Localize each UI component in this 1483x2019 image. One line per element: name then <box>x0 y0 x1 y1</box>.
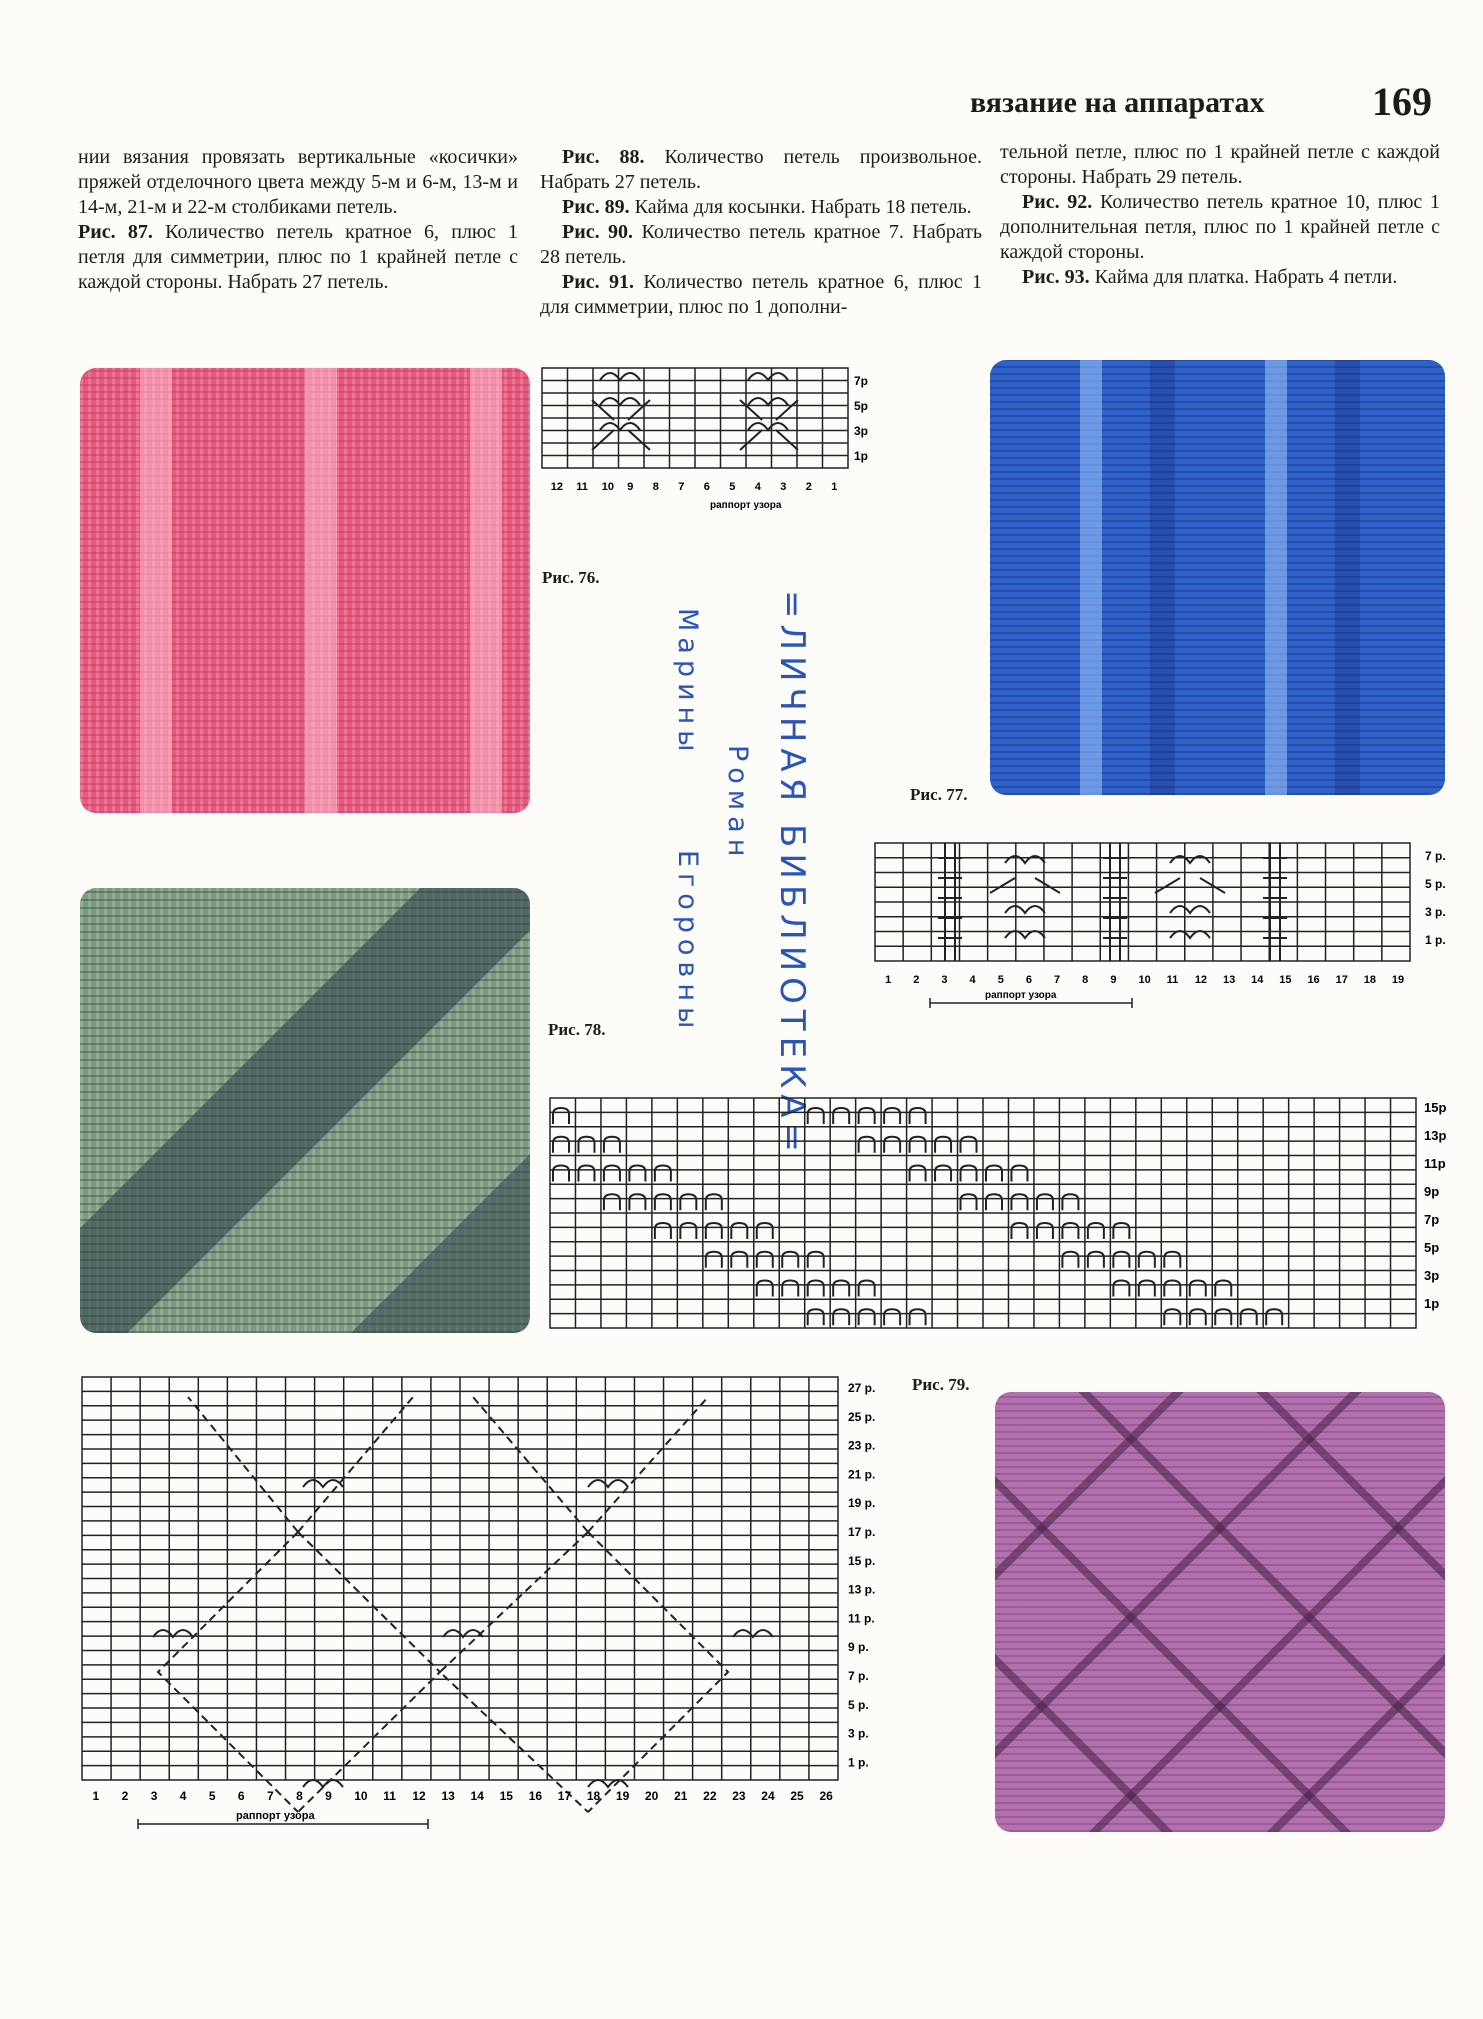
column-number-label: 26 <box>819 1789 833 1803</box>
slip-stitch-symbol <box>1113 1281 1129 1297</box>
blue-knit-swatch <box>990 360 1445 795</box>
column-number-label: 11 <box>1166 974 1179 986</box>
slip-stitch-symbol <box>986 1194 1002 1210</box>
column-number-label: 1 <box>831 481 838 493</box>
column-number-label: 18 <box>586 1789 601 1803</box>
caption-fig79: Рис. 79. <box>912 1375 970 1394</box>
column-number-label: 13 <box>441 1789 455 1803</box>
slip-stitch-symbol <box>1113 1223 1129 1239</box>
slip-stitch-symbol <box>833 1108 849 1124</box>
column-number-label: 6 <box>703 481 710 493</box>
slip-stitch-symbol <box>629 1166 645 1182</box>
paragraph-fig87 <box>78 220 518 295</box>
column-number-label: 7 <box>1054 974 1061 986</box>
column-number-label: 11 <box>383 1789 396 1803</box>
paragraph-fig89 <box>540 195 982 220</box>
library-stamp-line1: =ЛИЧНАЯ БИБЛИОТЕКА= <box>772 590 812 1159</box>
chart79-row-label: 9 р. <box>848 1640 869 1655</box>
slip-stitch-symbol <box>553 1108 569 1124</box>
column-number-label: 15 <box>499 1789 513 1803</box>
paragraph-text: Количество петель кратное 6, плюс 1 петля для симметрии, плюс по 1 крайней петле с каждой стороны. Набрать 27 петель. <box>78 221 519 293</box>
slip-stitch-symbol <box>731 1252 747 1268</box>
figure-label: Рис. 87. <box>78 221 153 243</box>
text-column-1 <box>78 145 518 295</box>
chart78-row-label: 5р <box>1424 1240 1440 1255</box>
column-number-label: 19 <box>615 1789 630 1803</box>
slip-stitch-symbol <box>731 1223 747 1239</box>
slip-stitch-symbol <box>986 1166 1002 1182</box>
column-number-label: 22 <box>703 1789 717 1803</box>
slip-stitch-symbol <box>1062 1252 1078 1268</box>
paragraph-fig93 <box>1000 265 1440 290</box>
figure-label: Рис. 90. <box>562 221 634 243</box>
column-number-label: 6 <box>237 1789 245 1803</box>
slip-stitch-symbol <box>706 1194 722 1210</box>
slip-stitch-symbol <box>961 1194 977 1210</box>
slip-stitch-symbol <box>1088 1252 1104 1268</box>
chart77-row-label: 7 р. <box>1425 849 1446 863</box>
pink-knit-swatch <box>80 368 530 813</box>
slip-stitch-symbol <box>1215 1281 1231 1297</box>
slip-stitch-symbol <box>910 1166 926 1182</box>
chart79-repeat-label: раппорт узора <box>236 1810 315 1822</box>
slip-stitch-symbol <box>808 1252 824 1268</box>
chart79-row-label: 21 р. <box>848 1467 876 1482</box>
slip-stitch-symbol <box>553 1137 569 1153</box>
chart78-row-label: 7р <box>1424 1212 1440 1227</box>
chart79-row-label: 25 р. <box>848 1409 876 1424</box>
slip-stitch-symbol <box>859 1281 875 1297</box>
chart79-row-label: 5 р. <box>848 1697 869 1712</box>
column-number-label: 2 <box>913 974 920 986</box>
column-number-label: 5 <box>729 481 736 493</box>
chart79-row-label: 19 р. <box>848 1496 876 1511</box>
caption-fig76: Рис. 76. <box>542 568 600 587</box>
column-number-label: 17 <box>557 1789 572 1803</box>
paragraph: нии вязания провязать вертикальные «косички» пряжей отделочного цвета между 5-м и 6-м, 13-м и 14-м, 21-м и 22-м столбиками петель. <box>78 146 518 218</box>
chart78-row-label: 13р <box>1424 1128 1447 1143</box>
text-column-2 <box>540 145 982 320</box>
slip-stitch-symbol <box>1062 1194 1078 1210</box>
chart77-row-label: 5 р. <box>1425 877 1446 891</box>
slip-stitch-symbol <box>961 1166 977 1182</box>
slip-stitch-symbol <box>808 1108 824 1124</box>
text-column-3 <box>1000 140 1440 290</box>
slip-stitch-symbol <box>578 1137 594 1153</box>
chart76-row-label: 5р <box>854 399 869 413</box>
slip-stitch-symbol <box>655 1223 671 1239</box>
chart76-repeat-label: раппорт узора <box>710 500 782 511</box>
chart78-row-label: 9р <box>1424 1184 1440 1199</box>
paragraph-text: Количество петель произвольное. Набрать 27 петель. <box>540 146 982 193</box>
column-number-label: 24 <box>761 1789 775 1803</box>
column-number-label: 12 <box>550 481 563 493</box>
chart79-row-label: 17 р. <box>848 1525 876 1539</box>
slip-stitch-symbol <box>935 1137 951 1153</box>
slip-stitch-symbol <box>1139 1252 1155 1268</box>
slip-stitch-symbol <box>1037 1223 1053 1239</box>
column-number-label: 9 <box>627 481 634 493</box>
knitting-chart-fig79 <box>78 1372 898 1842</box>
column-number-label: 9 <box>1110 974 1117 986</box>
knitting-chart-fig76 <box>540 360 920 520</box>
library-stamp-line3: Марины <box>672 608 703 758</box>
column-number-label: 17 <box>1335 974 1348 986</box>
caption-fig77: Рис. 77. <box>910 785 968 804</box>
column-number-label: 21 <box>674 1789 688 1803</box>
slip-stitch-symbol <box>757 1223 773 1239</box>
slip-stitch-symbol <box>604 1166 620 1182</box>
slip-stitch-symbol <box>757 1252 773 1268</box>
slip-stitch-symbol <box>884 1137 900 1153</box>
paragraph-fig91 <box>540 270 982 320</box>
chart77-row-label: 1 р. <box>1425 933 1446 947</box>
figure-label: Рис. 89. <box>562 196 630 218</box>
chart79-symbols <box>158 1397 728 1812</box>
slip-stitch-symbol <box>1164 1309 1180 1325</box>
slip-stitch-symbol <box>833 1281 849 1297</box>
slip-stitch-symbol <box>1088 1223 1104 1239</box>
slip-stitch-symbol <box>1011 1166 1027 1182</box>
slip-stitch-symbol <box>833 1309 849 1325</box>
page-number: 169 <box>1372 79 1432 124</box>
column-number-label: 12 <box>1194 974 1208 986</box>
column-number-label: 10 <box>354 1789 368 1803</box>
column-number-label: 18 <box>1363 974 1377 986</box>
slip-stitch-symbol <box>680 1194 696 1210</box>
slip-stitch-symbol <box>629 1194 645 1210</box>
slip-stitch-symbol <box>1037 1194 1053 1210</box>
slip-stitch-symbol <box>1266 1309 1282 1325</box>
slip-stitch-symbol <box>1113 1252 1129 1268</box>
paragraph-text: Кайма для косынки. Набрать 18 петель. <box>629 196 972 218</box>
slip-stitch-symbol <box>1164 1252 1180 1268</box>
slip-stitch-symbol <box>859 1309 875 1325</box>
library-stamp-line4: Егоровны <box>672 850 703 1035</box>
column-number-label: 25 <box>790 1789 804 1803</box>
chart76-row-label: 3р <box>854 424 869 438</box>
slip-stitch-symbol <box>1190 1309 1206 1325</box>
slip-stitch-symbol <box>604 1137 620 1153</box>
caption-fig78: Рис. 78. <box>548 1020 606 1039</box>
column-number-label: 14 <box>470 1789 484 1803</box>
slip-stitch-symbol <box>1011 1223 1027 1239</box>
green-knit-swatch <box>80 888 530 1333</box>
slip-stitch-symbol <box>604 1194 620 1210</box>
chart76-row-label: 1р <box>854 449 869 463</box>
chart79-row-label: 1 р. <box>848 1755 869 1770</box>
slip-stitch-symbol <box>859 1108 875 1124</box>
slip-stitch-symbol <box>859 1137 875 1153</box>
chart78-row-label: 11р <box>1424 1156 1446 1171</box>
column-number-label: 20 <box>645 1789 659 1803</box>
column-number-label: 2 <box>121 1789 129 1803</box>
column-number-label: 1 <box>885 974 892 986</box>
slip-stitch-symbol <box>553 1166 569 1182</box>
slip-stitch-symbol <box>1215 1309 1231 1325</box>
column-number-label: 10 <box>1138 974 1151 986</box>
column-number-label: 4 <box>754 481 761 493</box>
chart79-row-label: 3 р. <box>848 1726 869 1741</box>
chart79-row-label: 27 р. <box>848 1381 876 1395</box>
column-number-label: 7 <box>678 481 685 493</box>
slip-stitch-symbol <box>782 1252 798 1268</box>
knitting-chart-fig77 <box>870 838 1470 1013</box>
slip-stitch-symbol <box>1164 1281 1180 1297</box>
chart78-row-label: 15р <box>1424 1100 1447 1115</box>
column-number-label: 23 <box>732 1789 746 1803</box>
column-number-label: 8 <box>1082 974 1089 986</box>
column-number-label: 4 <box>179 1789 187 1803</box>
column-number-label: 16 <box>528 1789 543 1803</box>
chart79-row-label: 7 р. <box>848 1669 869 1683</box>
column-number-label: 3 <box>780 481 787 493</box>
slip-stitch-symbol <box>655 1166 671 1182</box>
column-number-label: 12 <box>412 1789 426 1803</box>
column-number-label: 9 <box>325 1789 332 1803</box>
paragraph-text: Кайма для платка. Набрать 4 петли. <box>1089 266 1398 288</box>
slip-stitch-symbol <box>910 1309 926 1325</box>
slip-stitch-symbol <box>706 1252 722 1268</box>
slip-stitch-symbol <box>1139 1281 1155 1297</box>
chart77-repeat-label: раппорт узора <box>985 990 1057 1001</box>
column-number-label: 10 <box>601 481 614 493</box>
slip-stitch-symbol <box>884 1309 900 1325</box>
paragraph-text: Количество петель кратное 10, плюс 1 дополнительная петля, плюс по 1 крайней петле с каждой стороны. <box>1000 191 1440 263</box>
slip-stitch-symbol <box>910 1137 926 1153</box>
column-number-label: 3 <box>941 974 948 986</box>
column-number-label: 3 <box>150 1789 158 1803</box>
slip-stitch-symbol <box>680 1223 696 1239</box>
column-number-label: 15 <box>1279 974 1292 986</box>
knitting-chart-fig78 <box>548 1090 1463 1335</box>
figure-label: Рис. 91. <box>562 271 635 293</box>
paragraph-text: Количество петель кратное 6, плюс 1 для симметрии, плюс по 1 дополни- <box>540 271 983 318</box>
column-number-label: 4 <box>969 974 976 986</box>
chart79-row-label: 23 р. <box>848 1438 876 1453</box>
column-number-label: 7 <box>267 1789 274 1803</box>
chart77-row-label: 3 р. <box>1425 905 1446 919</box>
library-stamp-line2: Роман <box>722 745 753 863</box>
column-number-label: 2 <box>805 481 812 493</box>
chart79-row-label: 15 р. <box>848 1553 876 1568</box>
slip-stitch-symbol <box>884 1108 900 1124</box>
figure-label: Рис. 92. <box>1022 191 1093 213</box>
slip-stitch-symbol <box>935 1166 951 1182</box>
slip-stitch-symbol <box>782 1281 798 1297</box>
paragraph-fig92 <box>1000 190 1440 265</box>
slip-stitch-symbol <box>578 1166 594 1182</box>
paragraph: тельной петле, плюс по 1 крайней петле с каждой стороны. Набрать 29 петель. <box>1000 141 1440 188</box>
slip-stitch-symbol <box>655 1194 671 1210</box>
column-number-label: 8 <box>652 481 659 493</box>
column-number-label: 16 <box>1307 974 1320 986</box>
column-number-label: 13 <box>1222 974 1236 986</box>
column-number-label: 14 <box>1251 974 1264 986</box>
chart78-grid <box>550 1098 1416 1328</box>
column-number-label: 11 <box>576 481 588 493</box>
chart76-row-label: 7р <box>854 374 869 388</box>
slip-stitch-symbol <box>1190 1281 1206 1297</box>
paragraph-fig90 <box>540 220 982 270</box>
chart78-row-label: 3р <box>1424 1268 1440 1283</box>
paragraph-text: Количество петель кратное 7. Набрать 28 петель. <box>540 221 983 268</box>
chart78-row-label: 1р <box>1424 1296 1440 1311</box>
chart79-row-label: 11 р. <box>848 1611 875 1626</box>
purple-knit-swatch <box>995 1392 1445 1832</box>
column-number-label: 1 <box>92 1789 100 1803</box>
figure-label: Рис. 88. <box>562 146 645 168</box>
slip-stitch-symbol <box>706 1223 722 1239</box>
column-number-label: 5 <box>208 1789 216 1803</box>
column-number-label: 6 <box>1025 974 1032 986</box>
running-header: вязание на аппаратах <box>970 86 1265 119</box>
column-number-label: 8 <box>296 1789 303 1803</box>
column-number-label: 19 <box>1391 974 1405 986</box>
slip-stitch-symbol <box>1011 1194 1027 1210</box>
slip-stitch-symbol <box>808 1309 824 1325</box>
slip-stitch-symbol <box>1062 1223 1078 1239</box>
slip-stitch-symbol <box>1241 1309 1257 1325</box>
paragraph-fig88 <box>540 145 982 195</box>
chart76-grid <box>542 368 848 468</box>
figure-label: Рис. 93. <box>1022 266 1090 288</box>
column-number-label: 5 <box>997 974 1004 986</box>
slip-stitch-symbol <box>757 1281 773 1297</box>
chart79-grid <box>82 1377 838 1780</box>
chart79-row-label: 13 р. <box>848 1582 876 1597</box>
slip-stitch-symbol <box>910 1108 926 1124</box>
slip-stitch-symbol <box>808 1281 824 1297</box>
slip-stitch-symbol <box>961 1137 977 1153</box>
